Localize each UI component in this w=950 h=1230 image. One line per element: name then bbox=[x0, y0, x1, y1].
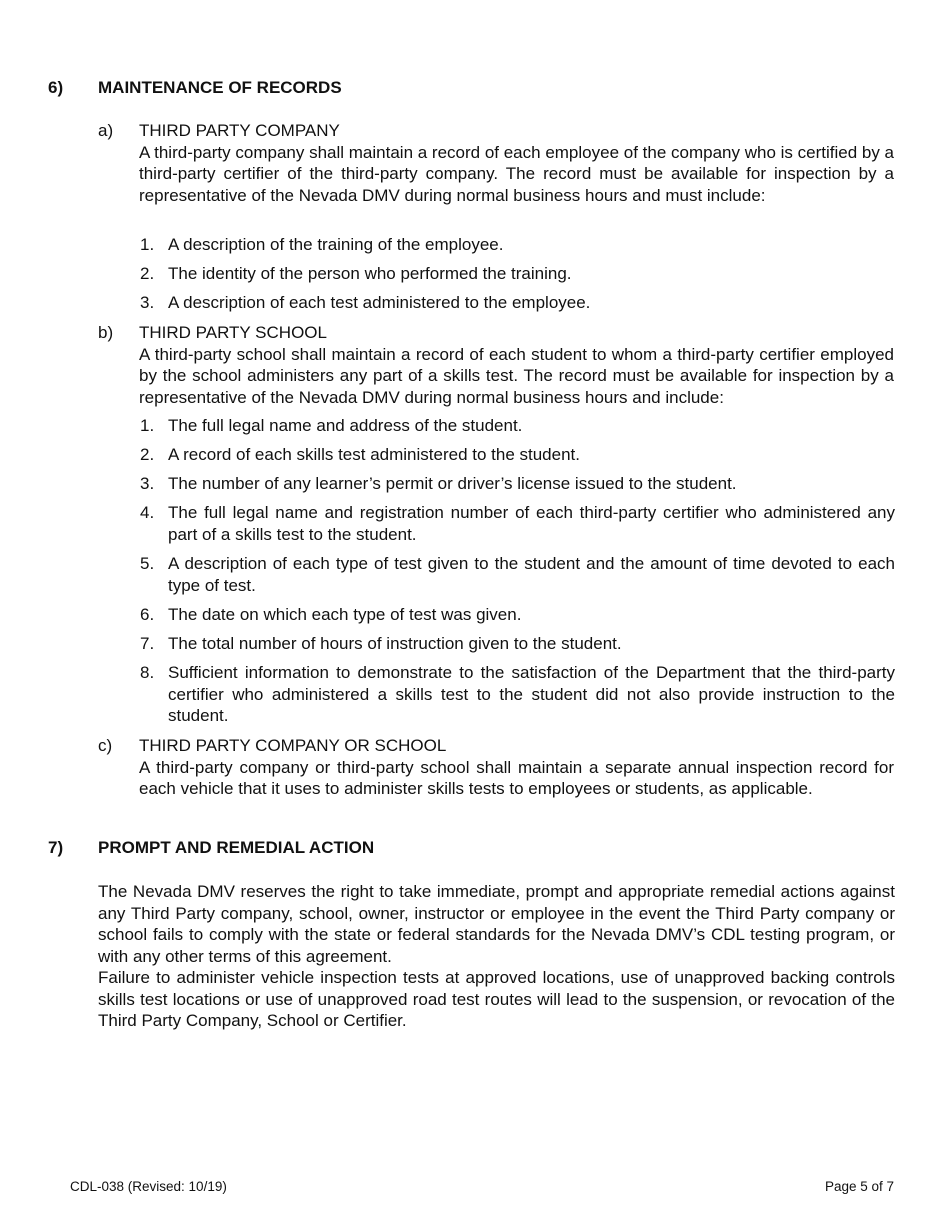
body-paragraph: Failure to administer vehicle inspection tests at approved locations, use of unapproved backing controls skills test locations or use of unapproved road test routes will lead to the suspension, or revocation of the Third Party Company, School or Certifier. bbox=[98, 968, 895, 1030]
subsection-paragraph: A third-party company shall maintain a record of each employee of the company who is certified by a third-party certifier of the third-party company. The record must be available for inspection by a representative of the Nevada DMV during normal business hours and must include: bbox=[139, 142, 894, 205]
subsection-letter: b) bbox=[98, 323, 114, 342]
list-text: A description of the training of the employee. bbox=[168, 235, 504, 254]
list-number: 6. bbox=[140, 605, 155, 624]
footer-page-number: Page 5 of 7 bbox=[824, 1179, 894, 1194]
subsection-title: THIRD PARTY SCHOOL bbox=[139, 323, 327, 342]
list-number: 7. bbox=[140, 634, 155, 653]
subsection-paragraph: A third-party school shall maintain a record of each student to whom a third-party certifier employed by the school administers any part of a skills test. The record must be available for inspection by a representative of the Nevada DMV during normal business hours and include: bbox=[139, 344, 894, 407]
list-text: The identity of the person who performed the training. bbox=[168, 264, 572, 283]
list-number: 3. bbox=[140, 474, 155, 493]
section-number: 6) bbox=[48, 78, 64, 97]
list-number: 4. bbox=[140, 503, 155, 522]
list-number: 1. bbox=[140, 416, 155, 435]
list-text: A description of each test administered to the employee. bbox=[168, 293, 591, 312]
list-text: The total number of hours of instruction given to the student. bbox=[168, 634, 622, 653]
list-number: 3. bbox=[140, 293, 155, 312]
footer-form-id: CDL-038 (Revised: 10/19) bbox=[70, 1179, 227, 1194]
list-number: 2. bbox=[140, 445, 155, 464]
subsection-letter: c) bbox=[98, 736, 113, 755]
subsection-letter: a) bbox=[98, 121, 114, 140]
section-title: PROMPT AND REMEDIAL ACTION bbox=[98, 838, 375, 857]
subsection-title: THIRD PARTY COMPANY OR SCHOOL bbox=[139, 736, 447, 755]
list-text: The number of any learner’s permit or driver’s license issued to the student. bbox=[168, 474, 737, 493]
subsection-paragraph: A third-party company or third-party school shall maintain a separate annual inspection record for each vehicle that it uses to administer skills tests to employees or students, as applicable. bbox=[139, 757, 894, 798]
list-text: A description of each type of test given to the student and the amount of time devoted to each type of test. bbox=[168, 554, 895, 595]
list-text: Sufficient information to demonstrate to the satisfaction of the Department that the third-party certifier who administered a skills test to the student did not also provide instruction to the student. bbox=[168, 663, 895, 725]
list-number: 1. bbox=[140, 235, 155, 254]
list-text: The date on which each type of test was given. bbox=[168, 605, 522, 624]
list-number: 5. bbox=[140, 554, 155, 573]
list-text: The full legal name and address of the student. bbox=[168, 416, 523, 435]
subsection-title: THIRD PARTY COMPANY bbox=[139, 121, 340, 140]
list-number: 2. bbox=[140, 264, 155, 283]
list-number: 8. bbox=[140, 663, 155, 682]
section-title: MAINTENANCE OF RECORDS bbox=[98, 78, 342, 97]
section-number: 7) bbox=[48, 838, 64, 857]
body-paragraph: The Nevada DMV reserves the right to take immediate, prompt and appropriate remedial actions against any Third Party company, school, owner, instructor or employee in the event the Third Party company or school fails to comply with the state or federal standards for the Nevada DMV’s CDL testing program, or with any other terms of this agreement. bbox=[98, 882, 895, 966]
list-text: A record of each skills test administered to the student. bbox=[168, 445, 580, 464]
list-text: The full legal name and registration number of each third-party certifier who administered any part of a skills test to the student. bbox=[168, 503, 895, 544]
